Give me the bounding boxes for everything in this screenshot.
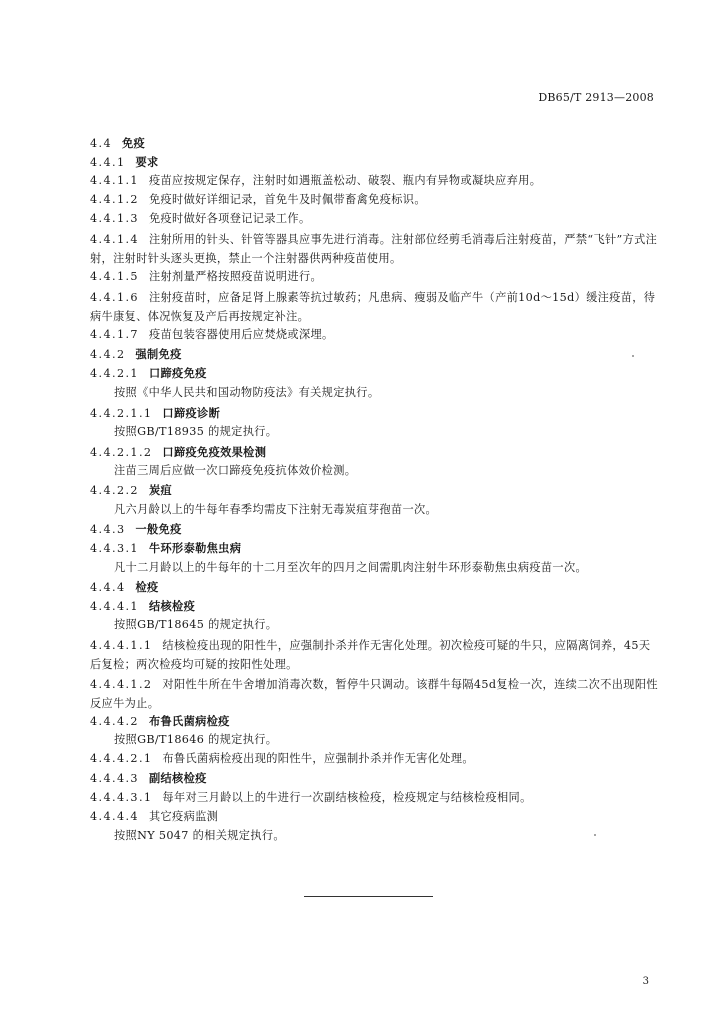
clause-4-4-1-7 (90, 328, 334, 342)
section-title: 要求 (135, 155, 159, 169)
section-number: 4.4.3.1 (90, 542, 139, 555)
section-title: 副结核检疫 (148, 771, 207, 785)
section-title: 牛环形泰勒焦虫病 (148, 541, 242, 555)
section-number: 4.4.3 (90, 523, 126, 536)
clause-text: 注射剂量严格按照疫苗说明进行。 (148, 270, 323, 283)
clause-text: 对阳性牛所在牛舍增加消毒次数，暂停牛只调动。该群牛每隔45d复检一次，连续二次不出现阳性反应牛为止。 (90, 678, 658, 710)
body-paragraph (114, 425, 277, 439)
section-heading-4-4-1 (90, 155, 159, 170)
clause-number: 4.4.1.4 (90, 233, 139, 246)
scan-speck (632, 355, 634, 357)
section-title: 结核检疫 (148, 599, 196, 613)
section-title: 炭疽 (148, 483, 173, 497)
clause-4-4-1-4 (90, 231, 660, 268)
clause-text: 免疫时做好各项登记记录工作。 (148, 212, 311, 225)
page-number: 3 (642, 976, 649, 987)
section-number: 4.4.4.4 (90, 810, 139, 823)
clause-text: 结核检疫出现的阳性牛，应强制扑杀并作无害化处理。初次检疫可疑的牛只，应隔离饲养，45天后复检；两次检疫均可疑的按阳性处理。 (90, 639, 651, 671)
section-number: 4.4.2.1 (90, 367, 139, 380)
section-number: 4.4.4.1 (90, 600, 139, 613)
section-number: 4.4.4.3 (90, 772, 139, 785)
clause-number: 4.4.1.3 (90, 212, 139, 225)
section-title: 强制免疫 (135, 347, 182, 361)
clause-4-4-1-5 (90, 270, 322, 284)
section-title: 口蹄疫免疫 (148, 366, 207, 380)
body-paragraph (114, 733, 277, 747)
section-heading-4-4-2 (90, 347, 182, 362)
section-title: 其它疫病监测 (148, 810, 219, 823)
clause-4-4-4-1-1 (90, 637, 660, 674)
paragraph-text: 凡六月龄以上的牛每年春季均需皮下注射无毒炭疽芽孢苗一次。 (114, 503, 438, 516)
section-number: 4.4.2.1.1 (90, 407, 153, 420)
paragraph-text: 凡十二月龄以上的牛每年的十二月至次年的四月之间需肌肉注射牛环形泰勒焦虫病疫苗一次。 (114, 561, 588, 574)
body-paragraph (114, 618, 277, 632)
section-title: 检疫 (135, 580, 159, 594)
section-number: 4.4.2.2 (90, 484, 139, 497)
section-title: 免疫 (122, 136, 146, 150)
section-heading-4-4-4 (90, 580, 159, 595)
section-number: 4.4 (90, 137, 112, 150)
section-title: 布鲁氏菌病检疫 (148, 714, 230, 728)
clause-number: 4.4.1.1 (90, 174, 139, 187)
paragraph-text: 按照GB/T18645 的规定执行。 (114, 618, 278, 631)
clause-text: 每年对三月龄以上的牛进行一次副结核检疫，检疫规定与结核检疫相同。 (162, 791, 532, 804)
clause-text: 布鲁氏菌病检疫出现的阳性牛，应强制扑杀并作无害化处理。 (162, 752, 474, 765)
clause-4-4-4-2-1 (90, 752, 474, 766)
clause-number: 4.4.4.1.2 (90, 678, 153, 691)
section-heading-4-4-3-1 (90, 541, 241, 556)
section-heading-4-4-4-4 (90, 810, 218, 824)
clause-4-4-4-3-1 (90, 791, 532, 805)
paragraph-text: 按照NY 5047 的相关规定执行。 (114, 829, 285, 842)
section-heading-4-4-2-2 (90, 483, 172, 498)
clause-text: 疫苗包装容器使用后应焚烧或深埋。 (148, 328, 334, 341)
section-number: 4.4.1 (90, 156, 126, 169)
clause-text: 注射所用的针头、针管等器具应事先进行消毒。注射部位经剪毛消毒后注射疫苗，严禁“飞针”方式注射，注射时针头逐头更换，禁止一个注射器供两种疫苗使用。 (90, 233, 658, 265)
clause-4-4-4-1-2 (90, 676, 660, 713)
clause-number: 4.4.4.2.1 (90, 752, 153, 765)
section-heading-4-4-2-1 (90, 366, 207, 381)
clause-number: 4.4.4.1.1 (90, 639, 153, 652)
clause-4-4-1-1 (90, 174, 541, 188)
paragraph-text: 按照GB/T18646 的规定执行。 (114, 733, 278, 746)
section-title: 口蹄疫诊断 (162, 406, 221, 420)
clause-text: 疫苗应按规定保存，注射时如遇瓶盖松动、破裂、瓶内有异物或凝块应弃用。 (148, 174, 542, 187)
section-heading-4-4-4-3 (90, 771, 207, 786)
section-heading-4-4 (90, 136, 145, 151)
paragraph-text: 按照《中华人民共和国动物防疫法》有关规定执行。 (114, 386, 380, 399)
section-number: 4.4.2 (90, 348, 126, 361)
section-number: 4.4.4.2 (90, 715, 139, 728)
clause-number: 4.4.1.5 (90, 270, 139, 283)
clause-number: 4.4.4.3.1 (90, 791, 153, 804)
section-number: 4.4.4 (90, 581, 126, 594)
document-code: DB65/T 2913—2008 (538, 91, 654, 104)
scan-speck (594, 834, 596, 836)
body-paragraph (114, 386, 379, 400)
paragraph-text: 注苗三周后应做一次口蹄疫免疫抗体效价检测。 (114, 464, 357, 477)
paragraph-text: 按照GB/T18935 的规定执行。 (114, 425, 278, 438)
clause-text: 注射疫苗时，应备足肾上腺素等抗过敏药；凡患病、瘦弱及临产牛（产前10d～15d）缓注疫苗，待病牛康复、体况恢复及产后再按规定补注。 (90, 291, 656, 323)
clause-4-4-1-2 (90, 193, 426, 207)
clause-text: 免疫时做好详细记录，首免牛及时佩带畜禽免疫标识。 (148, 193, 426, 206)
section-heading-4-4-4-1 (90, 599, 195, 614)
body-paragraph (114, 829, 285, 843)
section-heading-4-4-3 (90, 522, 182, 537)
section-heading-4-4-2-1-1 (90, 406, 220, 421)
body-paragraph (114, 561, 587, 575)
section-title: 一般免疫 (135, 522, 182, 536)
section-heading-4-4-2-1-2 (90, 445, 266, 460)
body-paragraph (114, 503, 437, 517)
clause-number: 4.4.1.2 (90, 193, 139, 206)
clause-number: 4.4.1.6 (90, 291, 139, 304)
section-heading-4-4-4-2 (90, 714, 230, 729)
clause-4-4-1-6 (90, 289, 660, 326)
body-paragraph (114, 464, 356, 478)
clause-number: 4.4.1.7 (90, 328, 139, 341)
clause-4-4-1-3 (90, 212, 310, 226)
section-title: 口蹄疫免疫效果检测 (162, 445, 267, 459)
end-rule (304, 896, 433, 897)
section-number: 4.4.2.1.2 (90, 446, 153, 459)
